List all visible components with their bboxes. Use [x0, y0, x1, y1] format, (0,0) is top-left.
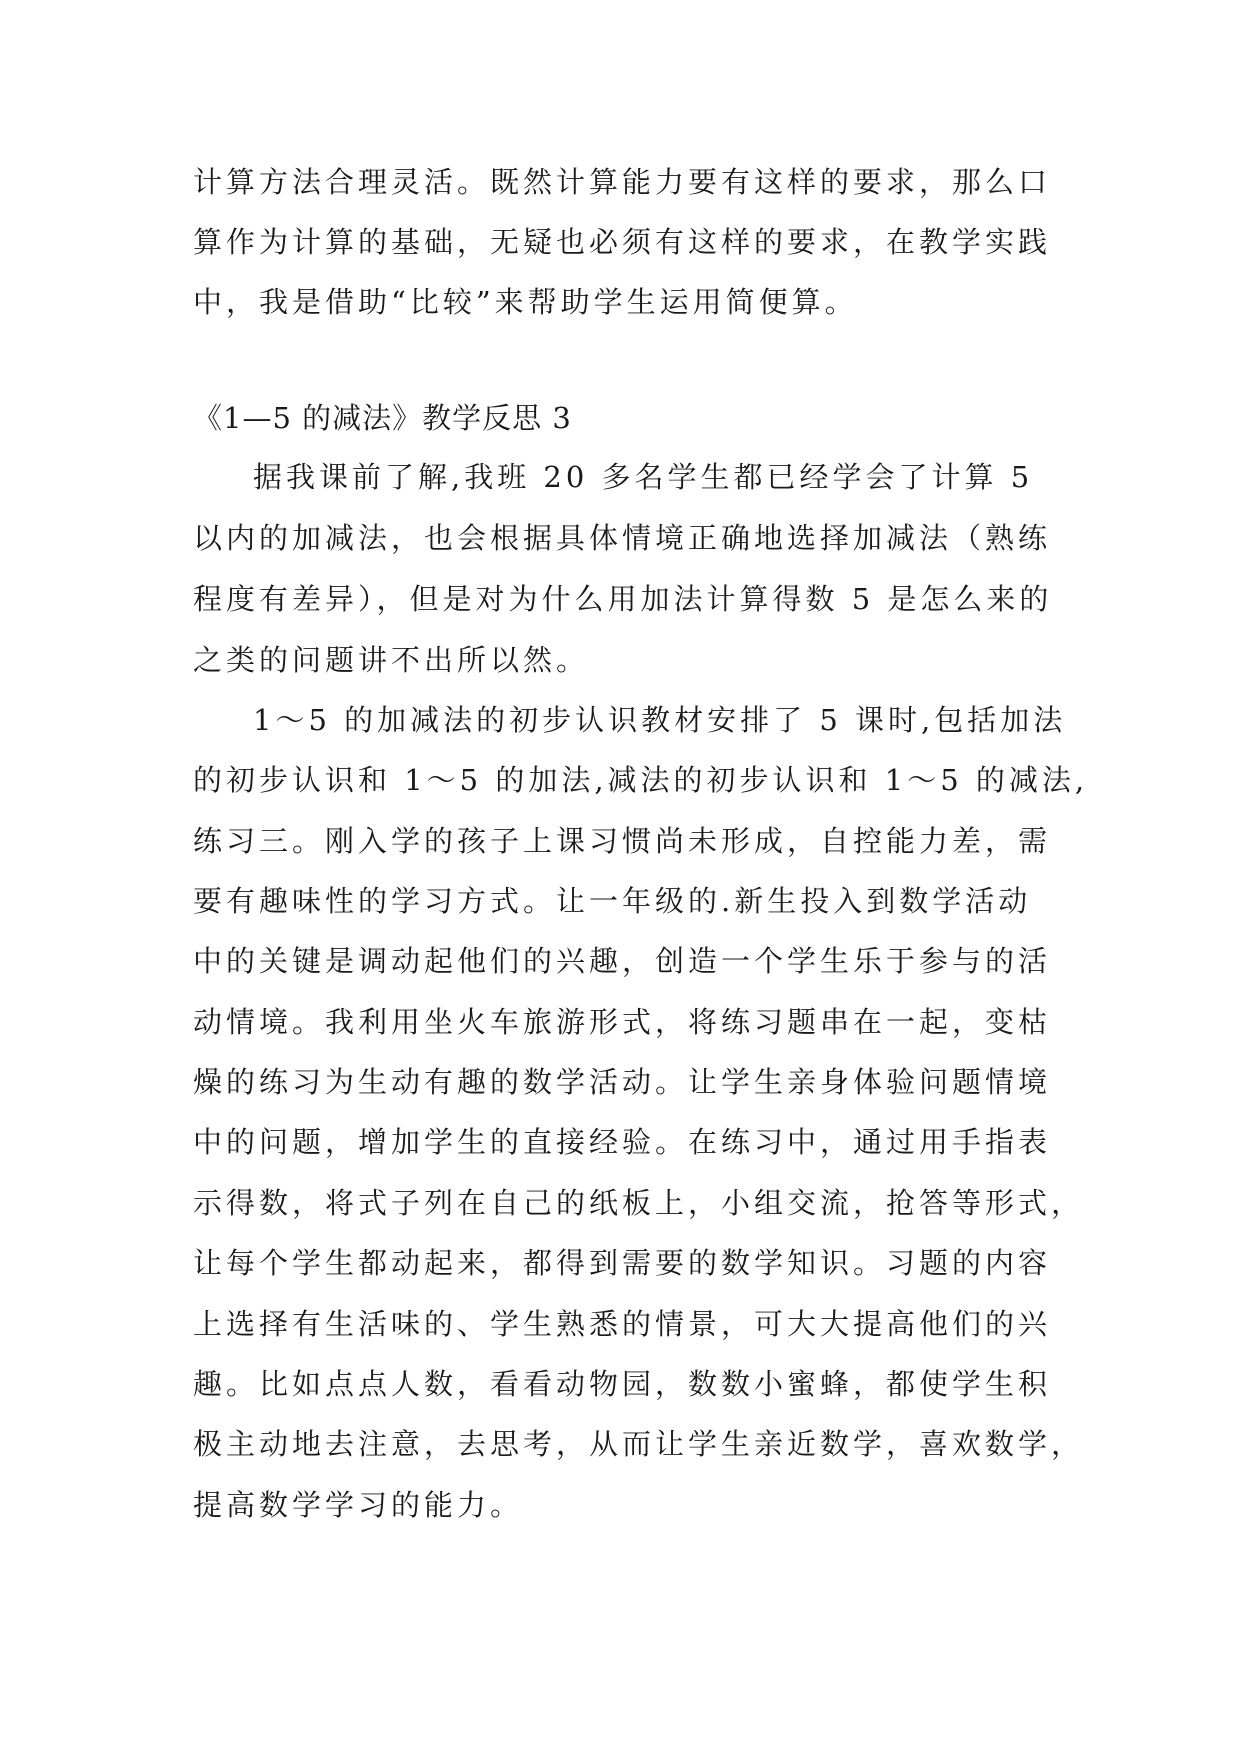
section-title: 《1—5 的减法》教学反思 3	[193, 401, 572, 435]
text-line: 据我课前了解,我班 20 多名学生都已经学会了计算 5	[253, 460, 1034, 494]
text-line: 1～5 的加减法的初步认识教材安排了 5 课时,包括加法	[253, 703, 1067, 737]
text-line: 提高数学学习的能力。	[193, 1488, 524, 1522]
text-line: 示得数，将式子列在自己的纸板上，小组交流，抢答等形式，	[193, 1186, 1085, 1220]
text-line: 练习三。刚入学的孩子上课习惯尚未形成，自控能力差，需	[193, 824, 1052, 858]
text-line: 程度有差异），但是对为什么用加法计算得数 5 是怎么来的	[193, 582, 1053, 616]
text-line: 燥的练习为生动有趣的数学活动。让学生亲身体验问题情境	[193, 1065, 1052, 1099]
text-line: 算作为计算的基础，无疑也必须有这样的要求，在教学实践	[193, 225, 1052, 259]
text-line: 让每个学生都动起来，都得到需要的数学知识。习题的内容	[193, 1246, 1052, 1280]
text-line: 上选择有生活味的、学生熟悉的情景，可大大提高他们的兴	[193, 1307, 1052, 1341]
text-line: 以内的加减法，也会根据具体情境正确地选择加减法（熟练	[193, 521, 1052, 555]
text-line: 动情境。我利用坐火车旅游形式，将练习题串在一起，变枯	[193, 1005, 1052, 1039]
text-line: 中的问题，增加学生的直接经验。在练习中，通过用手指表	[193, 1125, 1052, 1159]
text-line: 趣。比如点点人数，看看动物园，数数小蜜蜂，都使学生积	[193, 1367, 1052, 1401]
text-line: 中的关键是调动起他们的兴趣，创造一个学生乐于参与的活	[193, 944, 1052, 978]
text-line: 计算方法合理灵活。既然计算能力要有这样的要求，那么口	[193, 165, 1052, 199]
text-line: 之类的问题讲不出所以然。	[193, 643, 590, 677]
text-line: 中，我是借助“比较”来帮助学生运用简便算。	[193, 285, 858, 319]
text-line: 的初步认识和 1～5 的加法,减法的初步认识和 1～5 的减法,	[193, 763, 1089, 797]
text-line: 要有趣味性的学习方式。让一年级的.新生投入到数学活动	[193, 884, 1032, 918]
text-line: 极主动地去注意，去思考，从而让学生亲近数学，喜欢数学，	[193, 1427, 1085, 1461]
